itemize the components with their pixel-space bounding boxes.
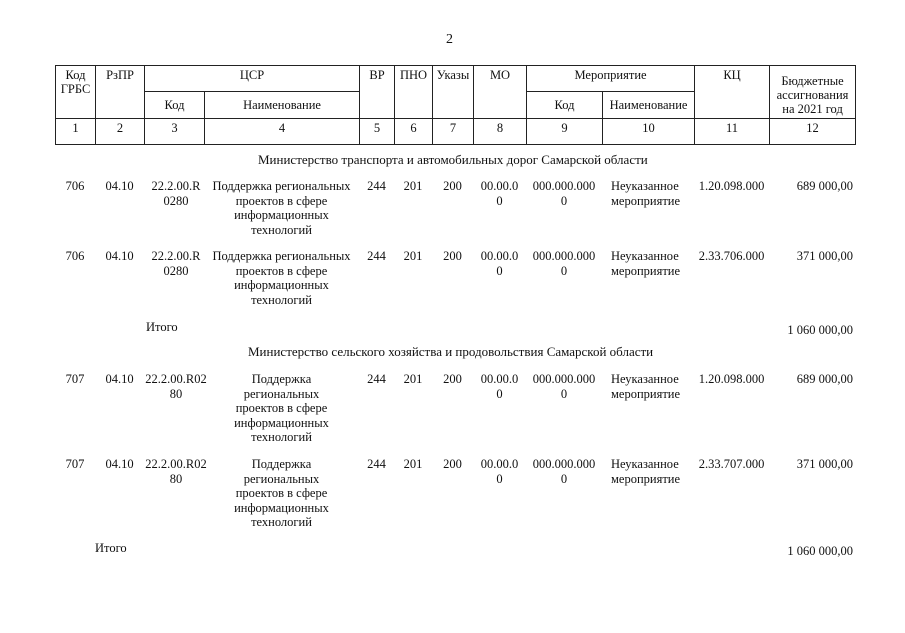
cell-kc: 2.33.707.000 xyxy=(698,457,765,471)
cell-name: Поддержка региональных проектов в сфере информационных технологий xyxy=(234,372,329,444)
total-amount: 1 060 000,00 xyxy=(787,323,853,337)
header-rzpr: РзПР xyxy=(96,66,145,119)
header-csr-kod: Код xyxy=(145,92,205,119)
cell-mer-kod: 000.000.000 0 xyxy=(532,249,596,278)
cell-mer-kod: 000.000.000 0 xyxy=(532,372,596,401)
cell-rzpr: 04.10 xyxy=(105,457,134,471)
cell-ukazy: 200 xyxy=(443,372,462,386)
col-number: 1 xyxy=(56,119,96,145)
header-kod-grbs: Код ГРБС xyxy=(56,66,96,119)
cell-name: Поддержка региональных проектов в сфере информационных технологий xyxy=(234,457,329,529)
cell-csr: 22.2.00.R02 80 xyxy=(145,457,207,486)
header-mer-name: Наименование xyxy=(603,92,695,119)
cell-sum: 689 000,00 xyxy=(796,372,853,386)
ministry-title: Министерство транспорта и автомобильных дорог Самарской области xyxy=(258,152,648,167)
total-amount: 1 060 000,00 xyxy=(787,544,853,558)
cell-mer-name: Неуказанное мероприятие xyxy=(611,457,681,486)
col-number: 9 xyxy=(527,119,603,145)
total-label: Итого xyxy=(95,541,127,555)
header-csr-name: Наименование xyxy=(205,92,360,119)
col-number: 11 xyxy=(695,119,770,145)
header-kc: КЦ xyxy=(695,66,770,119)
cell-mo: 00.00.0 0 xyxy=(480,457,519,486)
cell-vr: 244 xyxy=(367,372,386,386)
cell-vr: 244 xyxy=(367,457,386,471)
col-number: 2 xyxy=(96,119,145,145)
cell-ukazy: 200 xyxy=(443,179,462,193)
cell-pno: 201 xyxy=(403,249,423,263)
cell-kc: 1.20.098.000 xyxy=(698,372,765,386)
col-number: 10 xyxy=(603,119,695,145)
header-vr: ВР xyxy=(360,66,395,119)
col-number: 5 xyxy=(360,119,395,145)
cell-vr: 244 xyxy=(367,249,386,263)
header-budget: Бюджетные ассигнования на 2021 год xyxy=(770,66,856,119)
cell-grbs: 706 xyxy=(65,249,85,263)
cell-grbs: 707 xyxy=(65,372,85,386)
cell-kc: 1.20.098.000 xyxy=(698,179,765,193)
cell-sum: 689 000,00 xyxy=(796,179,853,193)
col-number: 8 xyxy=(474,119,527,145)
cell-mer-kod: 000.000.000 0 xyxy=(532,457,596,486)
cell-mo: 00.00.0 0 xyxy=(480,179,519,208)
col-number: 3 xyxy=(145,119,205,145)
cell-mer-name: Неуказанное мероприятие xyxy=(611,372,681,401)
col-number: 4 xyxy=(205,119,360,145)
cell-mer-name: Неуказанное мероприятие xyxy=(611,179,681,208)
cell-pno: 201 xyxy=(403,179,423,193)
cell-name: Поддержка региональных проектов в сфере информационных технологий xyxy=(212,179,351,237)
cell-mo: 00.00.0 0 xyxy=(480,372,519,401)
cell-mer-kod: 000.000.000 0 xyxy=(532,179,596,208)
cell-grbs: 706 xyxy=(65,179,85,193)
total-label: Итого xyxy=(146,320,178,334)
header-mo: МО xyxy=(474,66,527,119)
page-number: 2 xyxy=(446,32,453,47)
header-table xyxy=(55,65,856,145)
cell-ukazy: 200 xyxy=(443,249,462,263)
col-number: 7 xyxy=(433,119,474,145)
cell-rzpr: 04.10 xyxy=(105,372,134,386)
cell-sum: 371 000,00 xyxy=(796,249,853,263)
ministry-title: Министерство сельского хозяйства и продовольствия Самарской области xyxy=(248,344,654,359)
cell-name: Поддержка региональных проектов в сфере информационных технологий xyxy=(212,249,351,307)
cell-rzpr: 04.10 xyxy=(105,179,134,193)
cell-sum: 371 000,00 xyxy=(796,457,853,471)
header-csr: ЦСР xyxy=(145,66,360,92)
header-mer-kod: Код xyxy=(527,92,603,119)
col-number: 12 xyxy=(770,119,856,145)
col-number: 6 xyxy=(395,119,433,145)
cell-pno: 201 xyxy=(403,457,423,471)
cell-csr: 22.2.00.R02 80 xyxy=(145,372,207,401)
cell-mo: 00.00.0 0 xyxy=(480,249,519,278)
cell-csr: 22.2.00.R 0280 xyxy=(151,179,201,208)
cell-rzpr: 04.10 xyxy=(105,249,134,263)
header-meropriyatie: Мероприятие xyxy=(527,66,695,92)
cell-kc: 2.33.706.000 xyxy=(698,249,765,263)
cell-csr: 22.2.00.R 0280 xyxy=(151,249,201,278)
cell-mer-name: Неуказанное мероприятие xyxy=(611,249,681,278)
cell-ukazy: 200 xyxy=(443,457,462,471)
header-pno: ПНО xyxy=(395,66,433,119)
cell-pno: 201 xyxy=(403,372,423,386)
cell-vr: 244 xyxy=(367,179,386,193)
header-ukazy: Указы xyxy=(433,66,474,119)
cell-grbs: 707 xyxy=(65,457,85,471)
